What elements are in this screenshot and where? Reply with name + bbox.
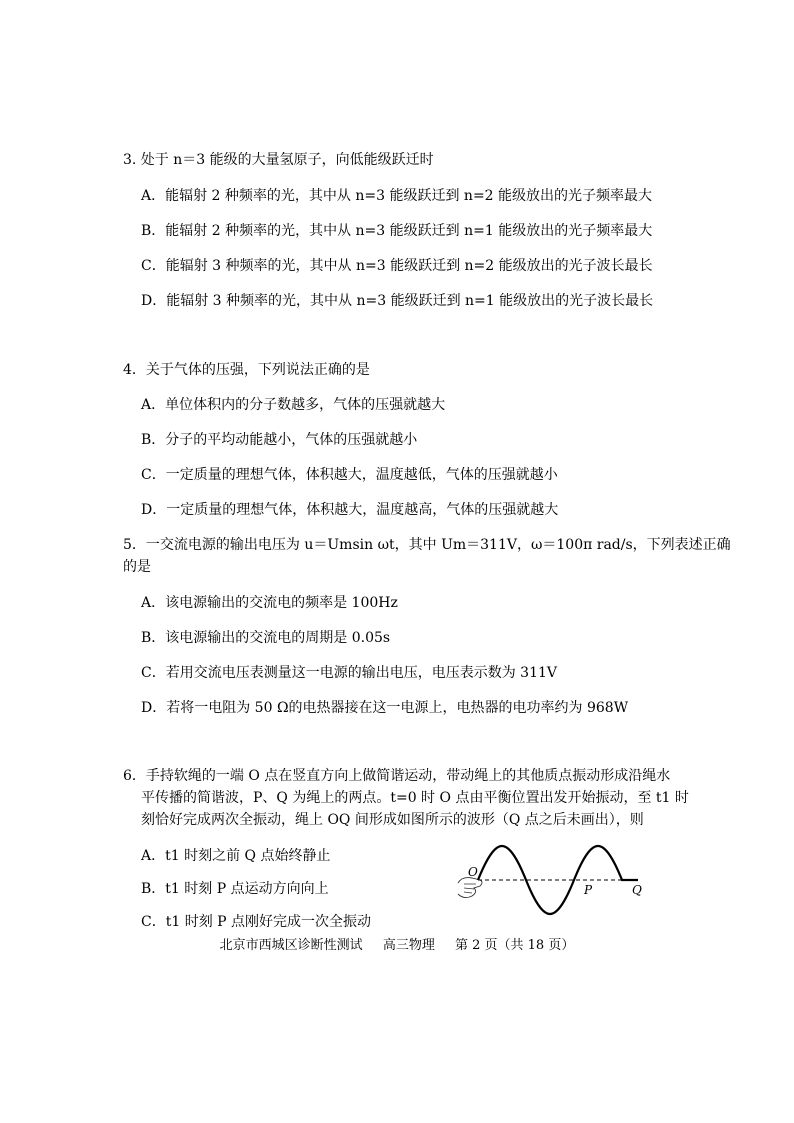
question-6-option-a: A．t1 时刻之前 Q 点始终静止 [141, 848, 331, 864]
question-3-option-b: B．能辐射 2 种频率的光，其中从 n=3 能级跃迁到 n=1 能级放出的光子频率最大 [141, 223, 653, 239]
question-3-option-a: A．能辐射 2 种频率的光，其中从 n=3 能级跃迁到 n=2 能级放出的光子频率最大 [141, 188, 653, 204]
page-footer [0, 934, 794, 953]
point-o-label: O [468, 865, 478, 879]
hand-illustration [458, 878, 482, 898]
question-6-stem: 6．手持软绳的一端 O 点在竖直方向上做简谐运动，带动绳上的其他质点振动形成沿绳水 [123, 768, 671, 784]
question-6-option-c: C．t1 时刻 P 点刚好完成一次全振动 [141, 914, 372, 930]
question-5-option-d: D．若将一电阻为 50 Ω的电热器接在这一电源上，电热器的电功率约为 968W [141, 700, 629, 716]
question-4-option-c: C．一定质量的理想气体，体积越大，温度越低，气体的压强就越小 [141, 467, 558, 483]
question-5-stem-continued: 的是 [123, 559, 151, 575]
footer-subject: 高三物理 [382, 938, 435, 953]
question-6-option-b: B．t1 时刻 P 点运动方向向上 [141, 881, 329, 897]
question-3-option-c: C．能辐射 3 种频率的光，其中从 n=3 能级跃迁到 n=2 能级放出的光子波长最长 [141, 258, 653, 274]
question-6-stem-continued-2: 刻恰好完成两次全振动，绳上 OQ 间形成如图所示的波形（Q 点之后未画出），则 [141, 812, 644, 828]
point-p-label: P [584, 883, 593, 897]
wave-figure [450, 838, 650, 918]
question-6-stem-continued: 平传播的简谐波，P、Q 为绳上的两点。t=0 时 O 点由平衡位置出发开始振动，至 t1 时 [141, 790, 689, 806]
point-q-label: Q [632, 883, 642, 897]
question-5-stem: 5．一交流电源的输出电压为 u＝Umsin ωt，其中 Um＝311V，ω＝100π rad/s，下列表述正确 [123, 537, 731, 553]
question-4-stem: 4．关于气体的压强，下列说法正确的是 [123, 362, 370, 378]
question-5-option-a: A．该电源输出的交流电的频率是 100Hz [141, 595, 398, 611]
question-4-option-a: A．单位体积内的分子数越多，气体的压强就越大 [141, 397, 446, 413]
question-4-option-b: B．分子的平均动能越小，气体的压强就越小 [141, 432, 418, 448]
question-3-stem: 3. 处于 n＝3 能级的大量氢原子，向低能级跃迁时 [123, 152, 434, 168]
footer-school: 北京市西城区诊断性测试 [219, 938, 363, 953]
question-3-option-d: D．能辐射 3 种频率的光，其中从 n=3 能级跃迁到 n=1 能级放出的光子波长最长 [141, 293, 654, 309]
question-5-option-b: B．该电源输出的交流电的周期是 0.05s [141, 630, 391, 646]
question-4-option-d: D．一定质量的理想气体，体积越大，温度越高，气体的压强就越大 [141, 502, 559, 518]
footer-page-number: 第 2 页（共 18 页） [454, 938, 575, 953]
question-5-option-c: C．若用交流电压表测量这一电源的输出电压，电压表示数为 311V [141, 665, 557, 681]
